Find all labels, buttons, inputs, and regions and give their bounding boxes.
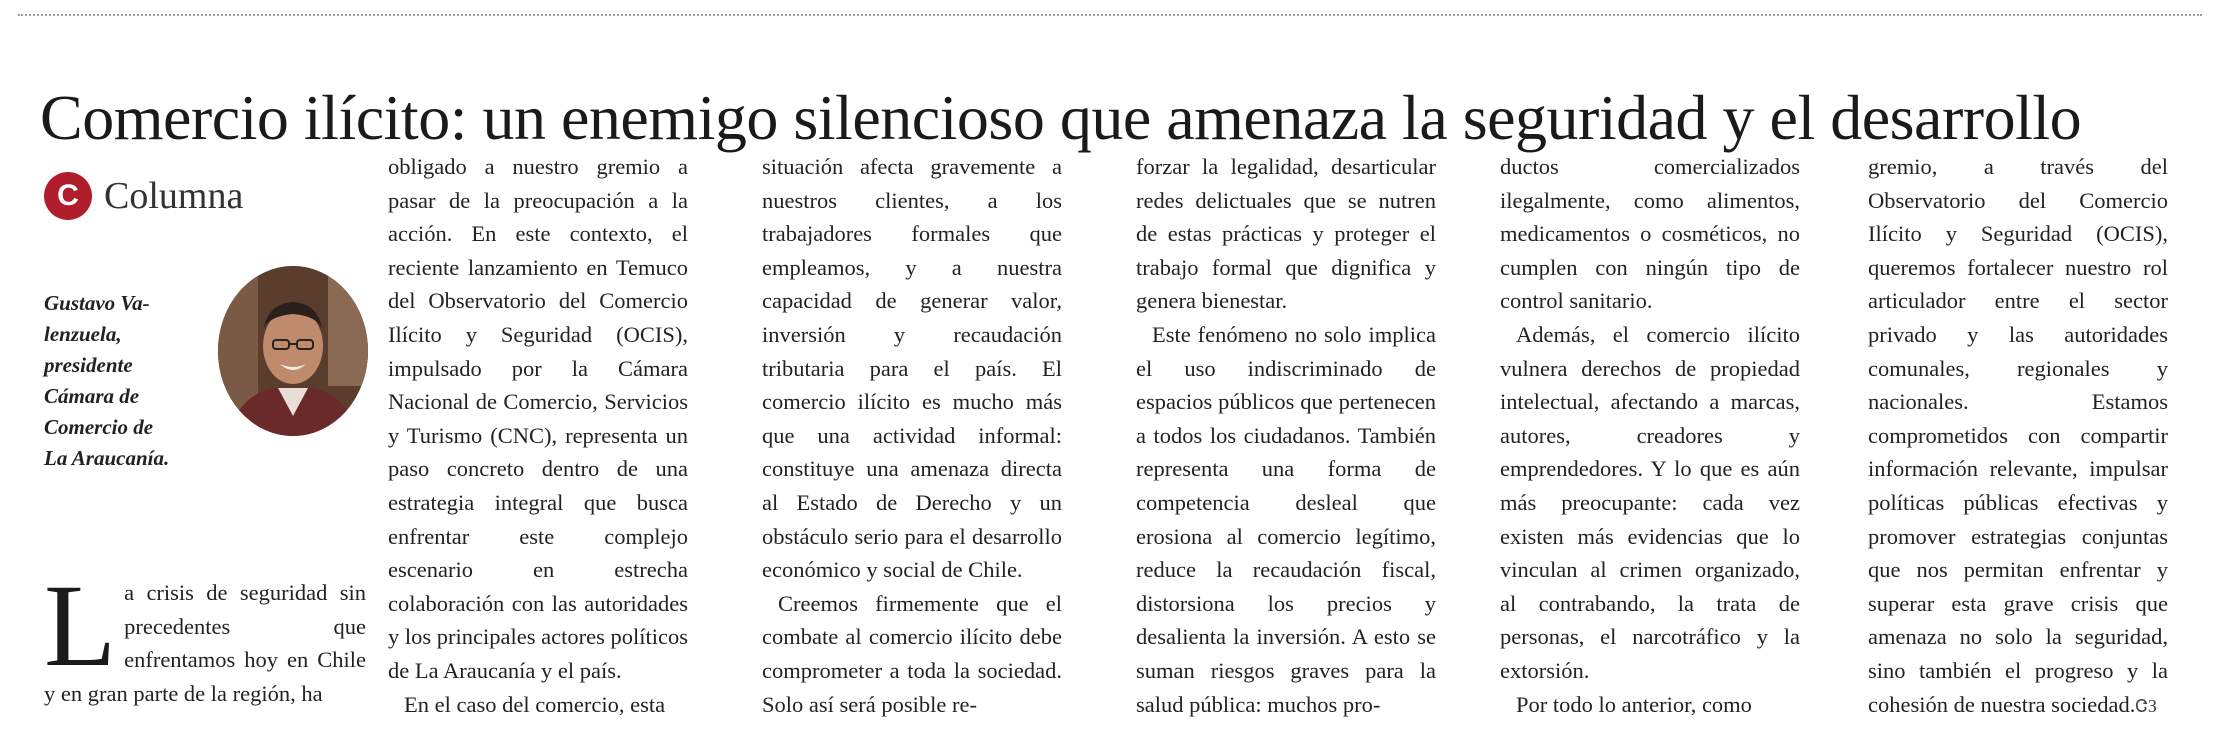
lead-text: a crisis de seguridad sin precedentes que enfrentamos hoy en Chile y en gran parte de la región, ha (44, 580, 366, 706)
article-column-4 (1136, 150, 1436, 721)
paragraph-text: gremio, a través del Observatorio del Comercio Ilícito y Seguridad (OCIS), queremos fortalecer nuestro rol articulador entre el sector privado y las autoridades comunales, regionales y nacionales. Estamos comprometidos con compartir información relevante, impulsar políticas públicas efectivas y promover estrategias conjuntas que nos permitan enfrentar y superar esta grave crisis que amenaza no solo la seguridad, sino también el progreso y la cohesión de nuestra sociedad. (1868, 154, 2168, 717)
author-line: Gustavo Va- (44, 291, 150, 315)
top-rule (18, 14, 2202, 16)
paragraph: Este fenómeno no solo implica el uso indiscriminado de espacios públicos que pertenecen a todos los ciudadanos. También representa una forma de competencia desleal que erosiona al comercio legítimo, reduce la recaudación fiscal, distorsiona los precios y desalienta la inversión. A esto se suman riesgos graves para la salud pública: muchos pro- (1136, 321, 1436, 717)
end-mark-icon: ᏣЗ (2135, 695, 2157, 716)
section-badge-icon: C (44, 172, 92, 220)
paragraph (1868, 150, 2168, 723)
paragraph: En el caso del comercio, esta (404, 691, 666, 717)
article-column-3 (762, 150, 1062, 721)
author-line: Comercio de (44, 415, 154, 439)
author-line: La Araucanía. (44, 446, 170, 470)
article-column-5 (1500, 150, 1800, 721)
author-byline (44, 288, 214, 474)
section-title: Columna (104, 175, 244, 217)
article-column-6 (1868, 150, 2168, 723)
author-photo (218, 266, 368, 436)
lead-paragraph (44, 560, 366, 710)
author-line: presidente (44, 353, 133, 377)
paragraph: Además, el comercio ilícito vulnera derechos de propiedad intelectual, afectando a marcas, autores, creadores y emprendedores. Y lo que es aún más preocupante: cada vez existen más evidencias que lo vinculan al crimen organizado, al contrabando, la trata de personas, el narcotráfico y la extorsión. (1500, 321, 1800, 683)
article-column-2 (388, 150, 688, 721)
paragraph: Por todo lo anterior, como (1516, 691, 1752, 717)
paragraph: obligado a nuestro gremio a pasar de la preocupación a la acción. En este contexto, el reciente lanzamiento en Temuco del Observatorio del Comercio Ilícito y Seguridad (OCIS), impulsado por la Cámara Nacional de Comercio, Servicios y Turismo (CNC), representa un paso concreto dentro de una estrategia integral que busca enfrentar este complejo escenario en estrecha colaboración con las autoridades y los principales actores políticos de La Araucanía y el país. (388, 154, 688, 683)
paragraph: Creemos firmemente que el combate al comercio ilícito debe comprometer a toda la sociedad. Solo así será posible re- (762, 590, 1062, 717)
paragraph: situación afecta gravemente a nuestros clientes, a los trabajadores formales que empleamos, y a nuestra capacidad de generar valor, inversión y recaudación tributaria para el país. El comercio ilícito es mucho más que una actividad informal: constituye una amenaza directa al Estado de Derecho y un obstáculo serio para el desarrollo económico y social de Chile. (762, 154, 1062, 583)
author-line: lenzuela, (44, 322, 122, 346)
paragraph: ductos comercializados ilegalmente, como alimentos, medicamentos o cosméticos, no cumplen con ningún tipo de control sanitario. (1500, 154, 1800, 314)
author-portrait-image (218, 266, 368, 436)
paragraph: forzar la legalidad, desarticular redes delictuales que se nutren de estas prácticas y proteger el trabajo formal que dignifica y genera bienestar. (1136, 154, 1436, 314)
section-label (44, 166, 243, 226)
author-line: Cámara de (44, 384, 140, 408)
drop-cap: L (44, 560, 117, 691)
headline: Comercio ilícito: un enemigo silencioso que amenaza la seguridad y el desarrollo (40, 81, 2082, 153)
